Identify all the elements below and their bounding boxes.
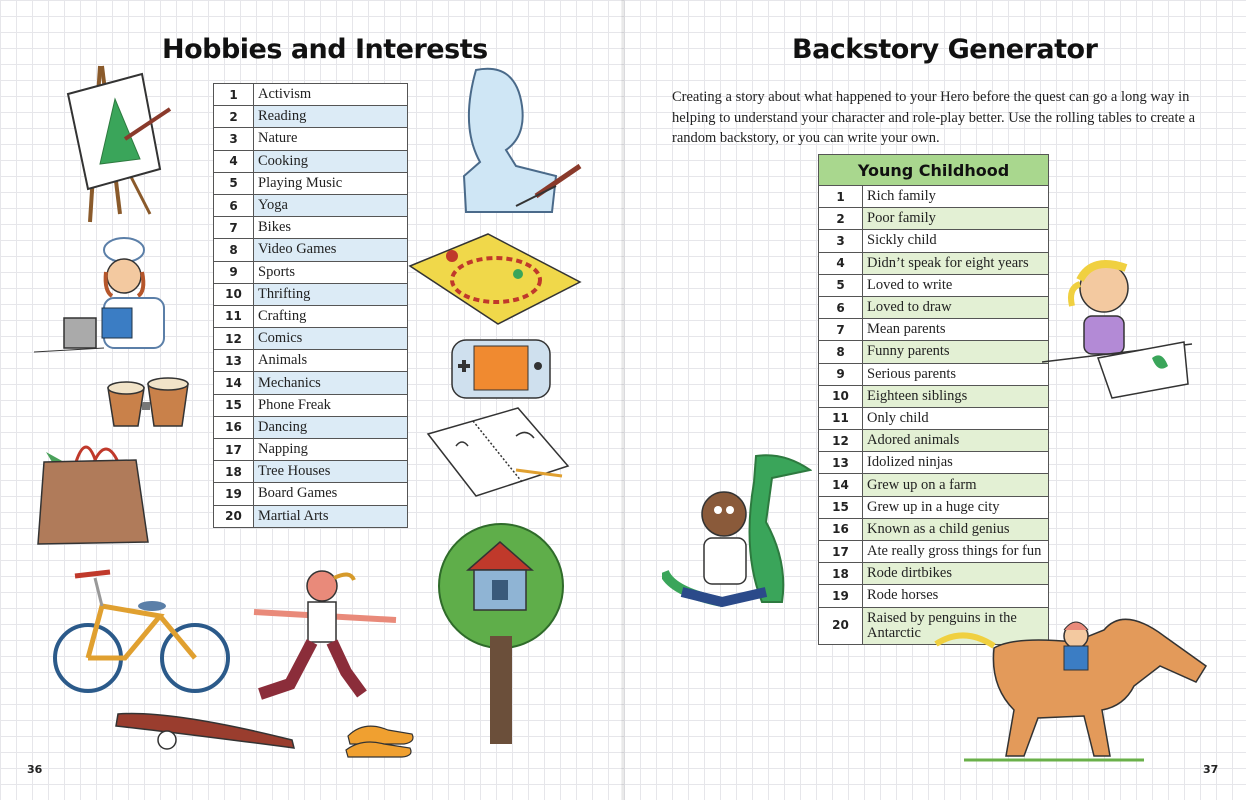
boy-with-dinosaur-icon bbox=[662, 452, 812, 637]
roll-number: 3 bbox=[819, 230, 863, 252]
roll-number: 7 bbox=[214, 217, 254, 239]
roll-number: 14 bbox=[214, 372, 254, 394]
roll-number: 9 bbox=[214, 261, 254, 283]
roll-number: 4 bbox=[214, 150, 254, 172]
intro-paragraph: Creating a story about what happened to your Hero before the quest can go a long way in helping to understand your character and role-play better. Use the rolling tables to create a random backstory, or you can write your own. bbox=[672, 89, 1196, 146]
table-row bbox=[819, 296, 1049, 318]
table-row bbox=[819, 585, 1049, 607]
backstory-cell: Loved to draw bbox=[863, 296, 1049, 318]
roll-number: 15 bbox=[819, 496, 863, 518]
backstory-cell: Rode dirtbikes bbox=[863, 563, 1049, 585]
roll-number: 15 bbox=[214, 394, 254, 416]
table-row bbox=[214, 84, 408, 106]
roll-number: 6 bbox=[819, 296, 863, 318]
hobby-cell: Crafting bbox=[254, 305, 408, 327]
table-row bbox=[819, 496, 1049, 518]
roll-number: 5 bbox=[214, 172, 254, 194]
backstory-cell: Grew up in a huge city bbox=[863, 496, 1049, 518]
roll-number: 18 bbox=[214, 461, 254, 483]
hobby-cell: Martial Arts bbox=[254, 505, 408, 527]
table-row bbox=[214, 261, 408, 283]
roll-number: 3 bbox=[214, 128, 254, 150]
hobby-cell: Phone Freak bbox=[254, 394, 408, 416]
roll-number: 11 bbox=[819, 407, 863, 429]
roll-number: 16 bbox=[819, 518, 863, 540]
hobby-cell: Tree Houses bbox=[254, 461, 408, 483]
table-row bbox=[819, 230, 1049, 252]
table-row bbox=[819, 518, 1049, 540]
table-row bbox=[819, 363, 1049, 385]
baseball-bat-icon bbox=[112, 706, 307, 756]
roll-number: 20 bbox=[214, 505, 254, 527]
hobby-cell: Dancing bbox=[254, 416, 408, 438]
roll-number: 19 bbox=[214, 483, 254, 505]
backstory-cell: Didn’t speak for eight years bbox=[863, 252, 1049, 274]
roll-number: 2 bbox=[819, 208, 863, 230]
table-title: Young Childhood bbox=[819, 155, 1049, 186]
hobby-cell: Playing Music bbox=[254, 172, 408, 194]
table-row bbox=[214, 283, 408, 305]
roll-number: 12 bbox=[819, 430, 863, 452]
roll-number: 14 bbox=[819, 474, 863, 496]
board-game-icon bbox=[408, 226, 583, 326]
table-row bbox=[819, 252, 1049, 274]
backstory-cell: Ate really gross things for fun bbox=[863, 541, 1049, 563]
table-row bbox=[819, 541, 1049, 563]
backstory-cell: Raised by penguins in the Antarctic bbox=[863, 607, 1049, 644]
book-spine bbox=[621, 0, 625, 800]
backstory-cell: Rode horses bbox=[863, 585, 1049, 607]
backstory-cell: Rich family bbox=[863, 186, 1049, 208]
table-row bbox=[819, 563, 1049, 585]
hobby-cell: Bikes bbox=[254, 217, 408, 239]
hobby-cell: Mechanics bbox=[254, 372, 408, 394]
page-number-left: 36 bbox=[27, 763, 43, 776]
hobby-cell: Comics bbox=[254, 328, 408, 350]
hobbies-table bbox=[213, 83, 408, 528]
page-title-backstory: Backstory Generator bbox=[792, 34, 1098, 65]
table-row bbox=[214, 150, 408, 172]
table-row bbox=[819, 452, 1049, 474]
hobby-cell: Sports bbox=[254, 261, 408, 283]
backstory-cell: Mean parents bbox=[863, 319, 1049, 341]
table-row bbox=[819, 186, 1049, 208]
roll-number: 17 bbox=[214, 439, 254, 461]
table-row bbox=[819, 319, 1049, 341]
handheld-game-icon bbox=[450, 336, 552, 402]
table-row bbox=[214, 194, 408, 216]
hobby-cell: Animals bbox=[254, 350, 408, 372]
table-row bbox=[214, 505, 408, 527]
backstory-cell: Eighteen siblings bbox=[863, 385, 1049, 407]
table-row bbox=[214, 305, 408, 327]
roll-number: 16 bbox=[214, 416, 254, 438]
backstory-cell: Serious parents bbox=[863, 363, 1049, 385]
backstory-cell: Sickly child bbox=[863, 230, 1049, 252]
bust-sculpture-icon bbox=[456, 66, 586, 216]
chef-cooking-icon bbox=[34, 236, 174, 361]
table-row bbox=[214, 128, 408, 150]
page-number-right: 37 bbox=[1203, 763, 1219, 776]
page-title-hobbies: Hobbies and Interests bbox=[162, 34, 488, 65]
shopping-bag-icon bbox=[36, 432, 156, 550]
backstory-cell: Idolized ninjas bbox=[863, 452, 1049, 474]
roll-number: 20 bbox=[819, 607, 863, 644]
roll-number: 10 bbox=[214, 283, 254, 305]
horse-rider-icon bbox=[934, 606, 1216, 766]
roll-number: 5 bbox=[819, 274, 863, 296]
table-row bbox=[819, 407, 1049, 429]
roll-number: 13 bbox=[819, 452, 863, 474]
table-row bbox=[819, 474, 1049, 496]
backstory-cell: Loved to write bbox=[863, 274, 1049, 296]
roll-number: 11 bbox=[214, 305, 254, 327]
hobby-cell: Napping bbox=[254, 439, 408, 461]
hobby-cell: Video Games bbox=[254, 239, 408, 261]
roll-number: 9 bbox=[819, 363, 863, 385]
roll-number: 8 bbox=[214, 239, 254, 261]
roll-number: 7 bbox=[819, 319, 863, 341]
hobby-cell: Nature bbox=[254, 128, 408, 150]
backstory-cell: Funny parents bbox=[863, 341, 1049, 363]
hobby-cell: Activism bbox=[254, 84, 408, 106]
roll-number: 2 bbox=[214, 106, 254, 128]
hobby-cell: Thrifting bbox=[254, 283, 408, 305]
roll-number: 19 bbox=[819, 585, 863, 607]
table-row bbox=[819, 208, 1049, 230]
hobby-cell: Board Games bbox=[254, 483, 408, 505]
backstory-cell: Only child bbox=[863, 407, 1049, 429]
backstory-cell: Grew up on a farm bbox=[863, 474, 1049, 496]
backstory-cell: Poor family bbox=[863, 208, 1049, 230]
yoga-pose-icon bbox=[250, 566, 400, 706]
table-row bbox=[214, 239, 408, 261]
table-row bbox=[214, 483, 408, 505]
table-row bbox=[214, 439, 408, 461]
table-row bbox=[214, 106, 408, 128]
roll-number: 18 bbox=[819, 563, 863, 585]
bicycle-icon bbox=[40, 566, 235, 696]
roll-number: 12 bbox=[214, 328, 254, 350]
backstory-cell: Adored animals bbox=[863, 430, 1049, 452]
table-row bbox=[214, 217, 408, 239]
young-childhood-table bbox=[818, 154, 1049, 645]
roll-number: 10 bbox=[819, 385, 863, 407]
table-row bbox=[214, 394, 408, 416]
girl-drawing-icon bbox=[1042, 254, 1202, 404]
roll-number: 8 bbox=[819, 341, 863, 363]
hobby-cell: Cooking bbox=[254, 150, 408, 172]
roll-number: 1 bbox=[819, 186, 863, 208]
table-row bbox=[819, 341, 1049, 363]
roll-number: 17 bbox=[819, 541, 863, 563]
table-row bbox=[214, 416, 408, 438]
tree-house-icon bbox=[416, 516, 586, 746]
table-row bbox=[819, 274, 1049, 296]
hobby-cell: Reading bbox=[254, 106, 408, 128]
table-row bbox=[819, 385, 1049, 407]
roll-number: 13 bbox=[214, 350, 254, 372]
bongo-drums-icon bbox=[104, 376, 192, 432]
table-row bbox=[214, 461, 408, 483]
roll-number: 4 bbox=[819, 252, 863, 274]
roll-number: 1 bbox=[214, 84, 254, 106]
sketchbook-icon bbox=[426, 406, 571, 498]
painting-easel-icon bbox=[60, 64, 175, 224]
backstory-cell: Known as a child genius bbox=[863, 518, 1049, 540]
sneakers-icon bbox=[344, 716, 419, 758]
table-row bbox=[214, 328, 408, 350]
table-row bbox=[214, 172, 408, 194]
roll-number: 6 bbox=[214, 194, 254, 216]
table-row bbox=[214, 372, 408, 394]
table-row bbox=[214, 350, 408, 372]
table-row bbox=[819, 430, 1049, 452]
hobby-cell: Yoga bbox=[254, 194, 408, 216]
